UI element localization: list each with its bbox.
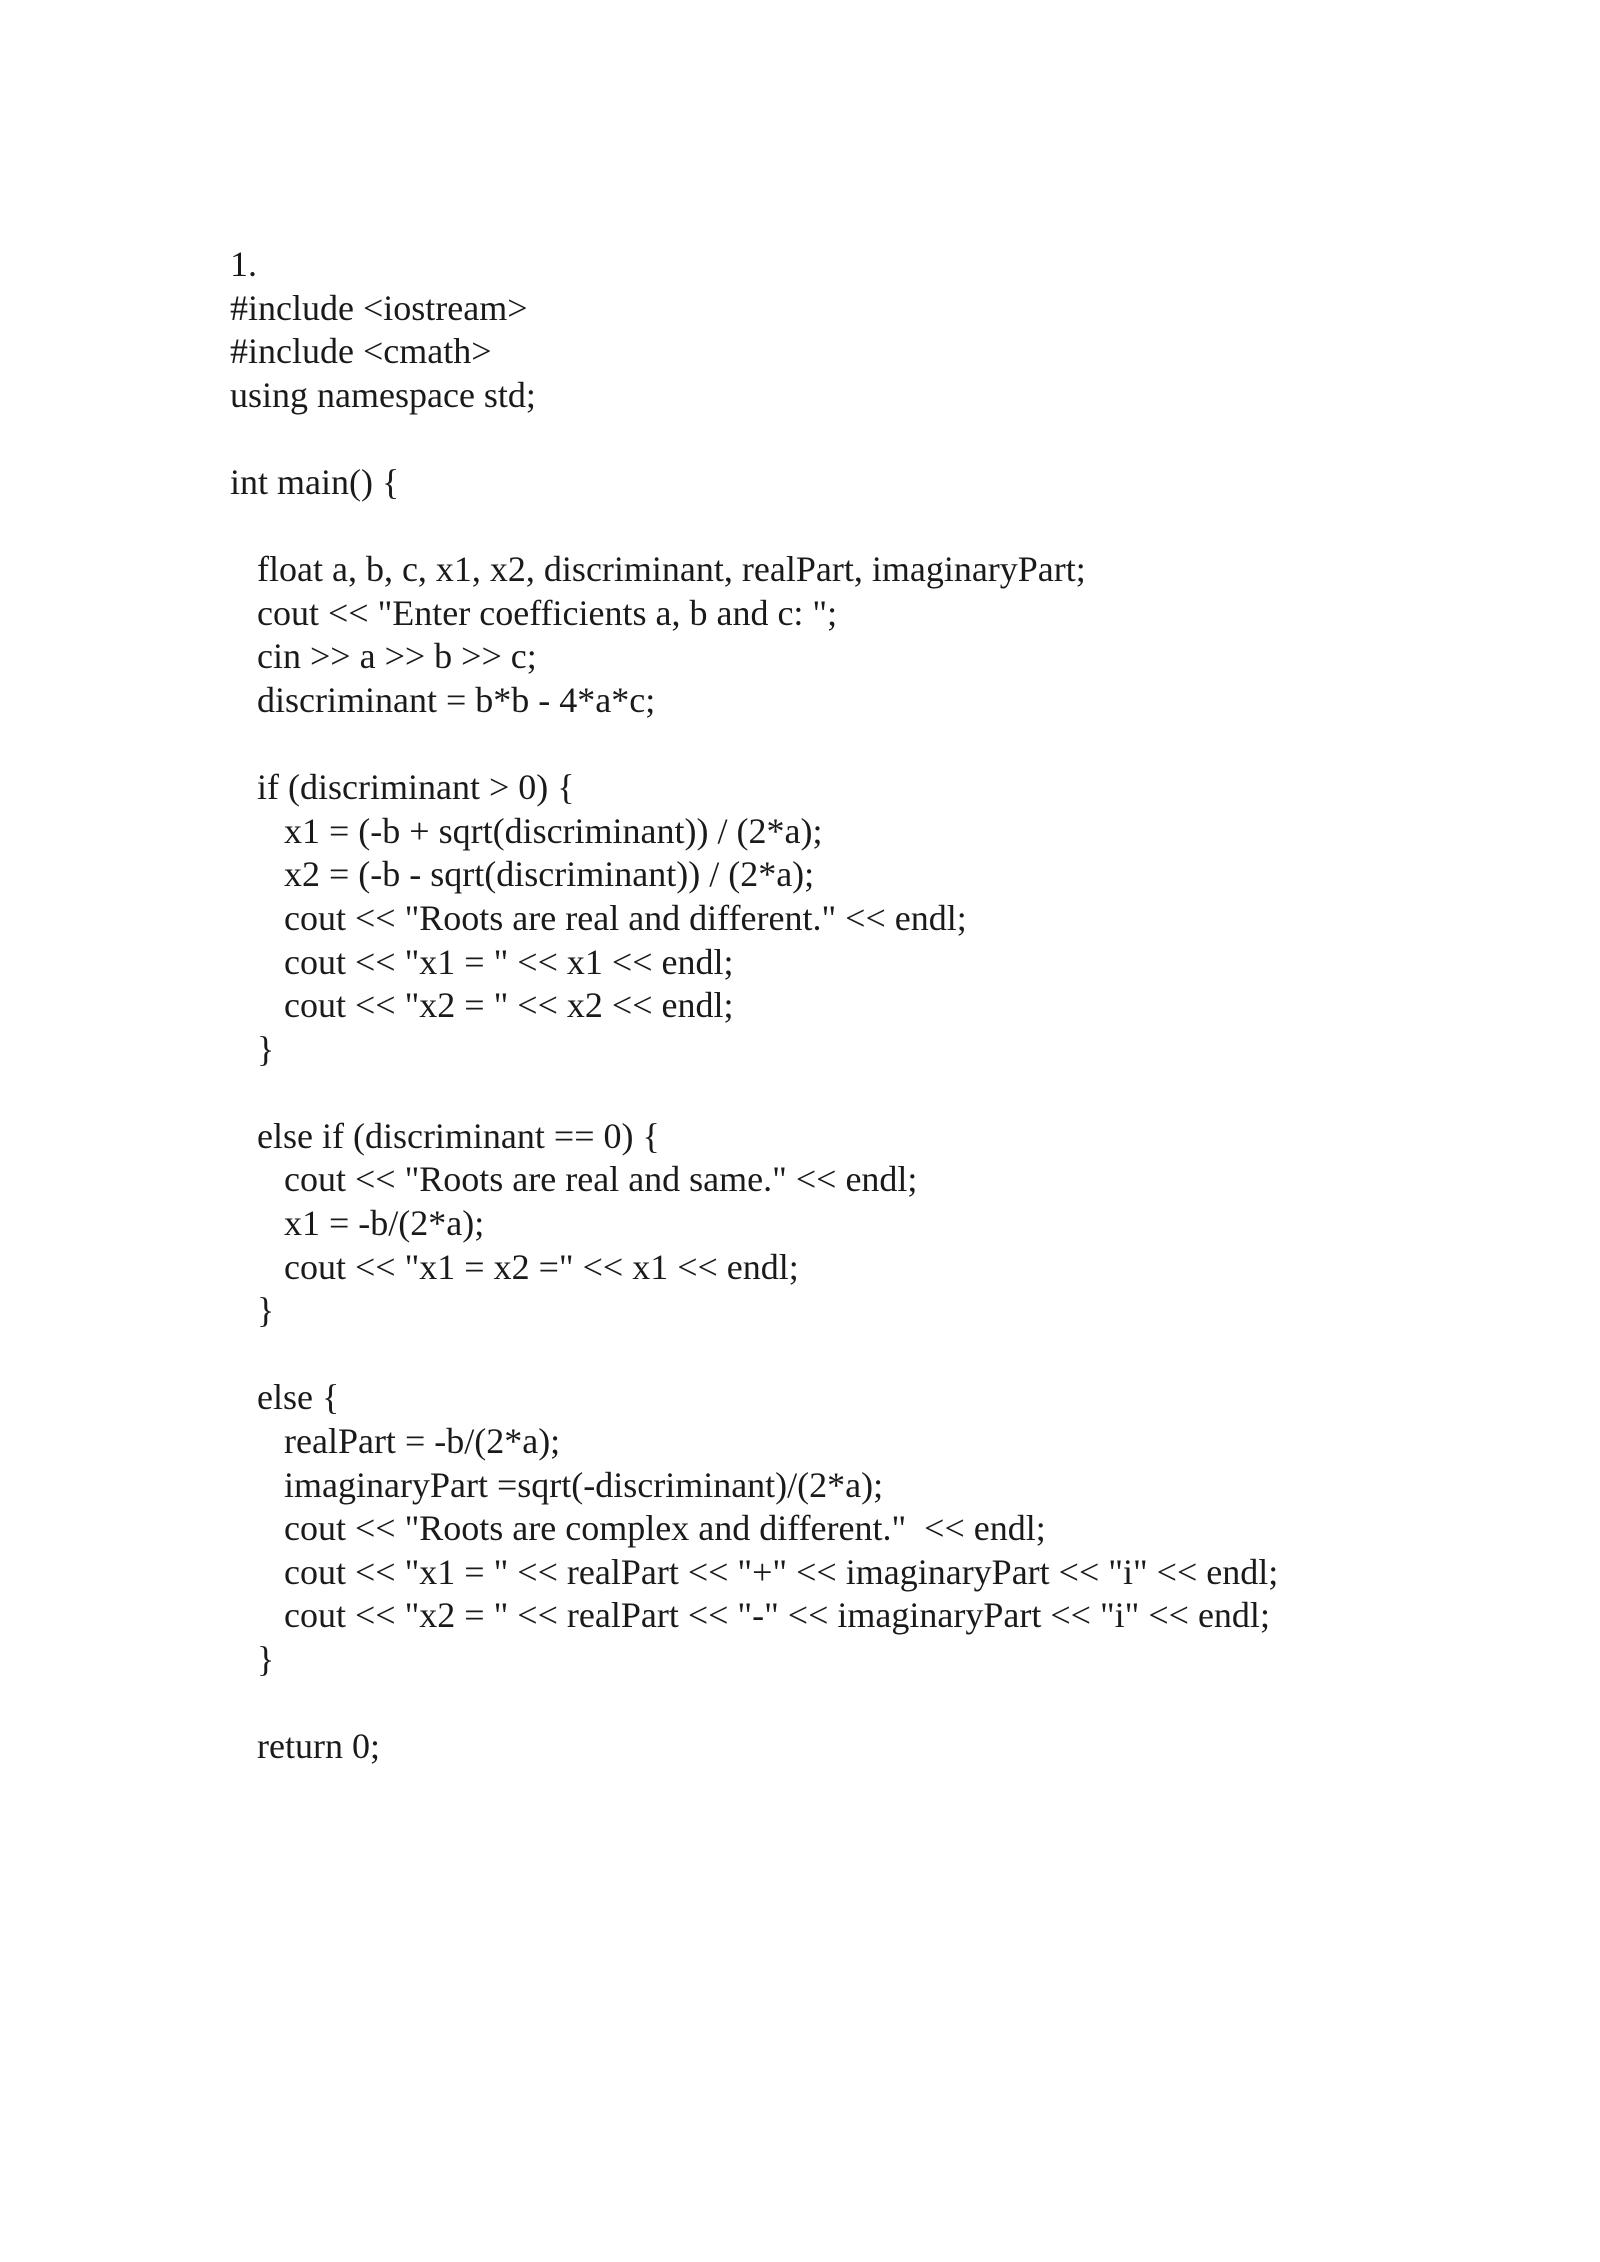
code-line: imaginaryPart =sqrt(-discriminant)/(2*a); <box>230 1464 884 1505</box>
code-line: } <box>230 1290 275 1331</box>
code-line: } <box>230 1028 275 1069</box>
code-line: discriminant = b*b - 4*a*c; <box>230 679 656 720</box>
code-line: realPart = -b/(2*a); <box>230 1421 561 1462</box>
code-line: cout << "Enter coefficients a, b and c: "; <box>230 592 838 633</box>
blank-line <box>230 417 1530 461</box>
code-line: else { <box>230 1377 340 1418</box>
code-line: cin >> a >> b >> c; <box>230 636 537 677</box>
code-line: cout << "x2 = " << x2 << endl; <box>230 985 734 1026</box>
code-line: cout << "x1 = " << realPart << "+" << imaginaryPart << "i" << endl; <box>230 1551 1279 1592</box>
code-line: float a, b, c, x1, x2, discriminant, realPart, imaginaryPart; <box>230 549 1086 590</box>
blank-line <box>230 1333 1530 1377</box>
code-line: x2 = (-b - sqrt(discriminant)) / (2*a); <box>230 854 815 895</box>
code-line: cout << "x1 = x2 =" << x1 << endl; <box>230 1246 799 1287</box>
code-line: cout << "Roots are real and different." << endl; <box>230 897 967 938</box>
code-line: using namespace std; <box>230 374 536 415</box>
blank-line <box>230 723 1530 767</box>
code-line: #include <cmath> <box>230 331 492 372</box>
code-line: else if (discriminant == 0) { <box>230 1115 660 1156</box>
code-line: x1 = -b/(2*a); <box>230 1203 485 1244</box>
code-line: cout << "Roots are real and same." << endl; <box>230 1159 918 1200</box>
code-line: int main() { <box>230 461 400 502</box>
code-line: if (discriminant > 0) { <box>230 767 575 808</box>
code-line: x1 = (-b + sqrt(discriminant)) / (2*a); <box>230 810 823 851</box>
list-number: 1. <box>230 244 257 284</box>
code-line: cout << "x1 = " << x1 << endl; <box>230 941 734 982</box>
blank-line <box>230 1071 1530 1115</box>
code-listing <box>230 243 1530 1769</box>
code-line: #include <iostream> <box>230 287 528 328</box>
blank-line <box>230 1682 1530 1726</box>
code-line: } <box>230 1639 275 1679</box>
code-line: cout << "x2 = " << realPart << "-" << imaginaryPart << "i" << endl; <box>230 1595 1270 1636</box>
blank-line <box>230 505 1530 549</box>
code-line: cout << "Roots are complex and different." << endl; <box>230 1508 1046 1549</box>
code-line: return 0; <box>230 1726 380 1767</box>
